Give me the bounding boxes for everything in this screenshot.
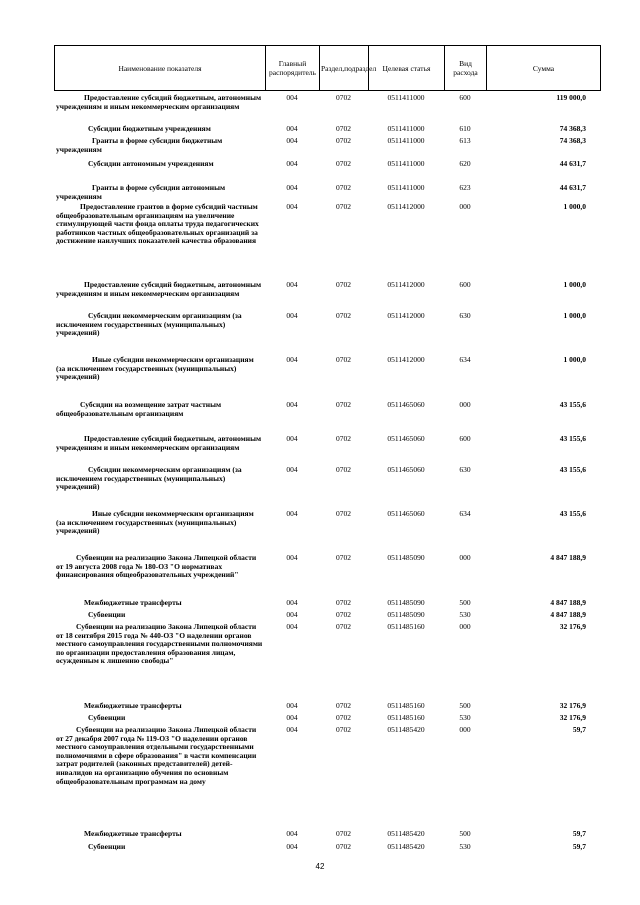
row-type: 530 <box>459 610 471 619</box>
row-type: 630 <box>459 311 471 320</box>
row-section: 0702 <box>336 434 351 443</box>
row-sum: 59,7 <box>572 725 586 734</box>
row-name: Межбюджетные трансферты <box>84 701 182 710</box>
row-type: 530 <box>459 842 471 851</box>
row-section: 0702 <box>336 725 351 734</box>
row-article: 0511465060 <box>387 465 425 474</box>
row-name: Субсидии на возмещение затрат частным общеобразовательным организациям <box>56 400 222 418</box>
row-section: 0702 <box>336 183 351 192</box>
row-article: 0511485160 <box>387 701 425 710</box>
row-sum: 59,7 <box>572 842 586 851</box>
row-article: 0511485090 <box>387 610 425 619</box>
row-name: Иные субсидии некоммерческим организациям (за исключением государственных (муниципальных) учреждений) <box>56 509 254 536</box>
row-name: Предоставление субсидий бюджетным, автономным учреждениям и иным некоммерческим организациям <box>56 280 262 298</box>
row-name: Субсидии автономным учреждениям <box>88 159 214 168</box>
row-admin: 004 <box>286 434 298 443</box>
row-name: Гранты в форме субсидии автономным учреждениям <box>56 183 226 201</box>
row-name: Субсидии бюджетным учреждениям <box>88 124 211 133</box>
row-admin: 004 <box>286 610 298 619</box>
row-section: 0702 <box>336 842 351 851</box>
row-section: 0702 <box>336 311 351 320</box>
header-article: Целевая статья <box>369 46 445 91</box>
row-article: 0511412000 <box>387 355 425 364</box>
row-admin: 004 <box>286 93 298 102</box>
row-sum: 1 000,0 <box>563 311 586 320</box>
row-admin: 004 <box>286 159 298 168</box>
row-sum: 74 368,3 <box>559 136 586 145</box>
row-admin: 004 <box>286 842 298 851</box>
row-type: 623 <box>459 183 471 192</box>
row-section: 0702 <box>336 553 351 562</box>
row-article: 0511485420 <box>387 725 425 734</box>
row-section: 0702 <box>336 465 351 474</box>
header-type: Вид расхода <box>445 46 487 91</box>
row-section: 0702 <box>336 598 351 607</box>
row-name: Субвенции на реализацию Закона Липецкой области от 18 сентября 2015 года № 440-ОЗ "О наделении органов местного самоуправления государственными полномочиями по организации предоставления образования лицам, осужденным к лишению свободы" <box>56 622 263 666</box>
row-admin: 004 <box>286 598 298 607</box>
row-name: Межбюджетные трансферты <box>84 598 182 607</box>
row-admin: 004 <box>286 465 298 474</box>
row-sum: 1 000,0 <box>563 280 586 289</box>
row-article: 0511411000 <box>387 159 425 168</box>
row-admin: 004 <box>286 553 298 562</box>
row-name: Предоставление субсидий бюджетным, автономным учреждениям и иным некоммерческим организациям <box>56 93 262 111</box>
row-sum: 32 176,9 <box>559 701 586 710</box>
row-article: 0511465060 <box>387 434 425 443</box>
row-sum: 1 000,0 <box>563 355 586 364</box>
row-article: 0511485160 <box>387 713 425 722</box>
row-type: 620 <box>459 159 471 168</box>
row-article: 0511411000 <box>387 93 425 102</box>
row-name: Субвенции на реализацию Закона Липецкой области от 27 декабря 2007 года № 119-ОЗ "О наделении органов местного самоуправления отдельными государственными полномочиями в сфере образования" в части компенсации затрат родителей (законных представителей) детей-инвалидов на организацию обучения по основным общеобразовательным программам на дому <box>56 725 257 786</box>
row-type: 000 <box>459 553 471 562</box>
row-section: 0702 <box>336 136 351 145</box>
row-type: 610 <box>459 124 471 133</box>
row-article: 0511412000 <box>387 311 425 320</box>
row-section: 0702 <box>336 610 351 619</box>
row-article: 0511411000 <box>387 124 425 133</box>
row-admin: 004 <box>286 202 298 211</box>
row-sum: 44 631,7 <box>559 183 586 192</box>
row-sum: 74 368,3 <box>559 124 586 133</box>
row-article: 0511465060 <box>387 400 425 409</box>
row-admin: 004 <box>286 124 298 133</box>
row-admin: 004 <box>286 713 298 722</box>
row-sum: 32 176,9 <box>559 713 586 722</box>
row-admin: 004 <box>286 701 298 710</box>
header-name: Наименование показателя <box>55 46 266 91</box>
row-sum: 43 155,6 <box>559 400 586 409</box>
row-type: 000 <box>459 400 471 409</box>
row-type: 000 <box>459 202 471 211</box>
row-admin: 004 <box>286 280 298 289</box>
row-article: 0511485420 <box>387 842 425 851</box>
row-section: 0702 <box>336 829 351 838</box>
row-sum: 32 176,9 <box>559 622 586 631</box>
row-type: 634 <box>459 509 471 518</box>
row-admin: 004 <box>286 183 298 192</box>
header-section: Раздел,подраздел <box>320 46 369 91</box>
row-type: 000 <box>459 725 471 734</box>
row-type: 500 <box>459 829 471 838</box>
row-section: 0702 <box>336 701 351 710</box>
row-section: 0702 <box>336 713 351 722</box>
row-article: 0511412000 <box>387 202 425 211</box>
row-article: 0511412000 <box>387 280 425 289</box>
row-section: 0702 <box>336 93 351 102</box>
row-admin: 004 <box>286 725 298 734</box>
row-section: 0702 <box>336 509 351 518</box>
row-type: 600 <box>459 280 471 289</box>
row-type: 600 <box>459 93 471 102</box>
row-article: 0511485090 <box>387 553 425 562</box>
row-type: 600 <box>459 434 471 443</box>
row-admin: 004 <box>286 136 298 145</box>
row-article: 0511485160 <box>387 622 425 631</box>
row-admin: 004 <box>286 355 298 364</box>
row-section: 0702 <box>336 622 351 631</box>
row-section: 0702 <box>336 280 351 289</box>
row-sum: 43 155,6 <box>559 434 586 443</box>
row-type: 634 <box>459 355 471 364</box>
row-name: Предоставление субсидий бюджетным, автономным учреждениям и иным некоммерческим организациям <box>56 434 262 452</box>
row-article: 0511465060 <box>387 509 425 518</box>
row-sum: 4 847 188,9 <box>550 553 586 562</box>
row-admin: 004 <box>286 311 298 320</box>
row-name: Гранты в форме субсидии бюджетным учреждениям <box>56 136 223 154</box>
row-type: 500 <box>459 701 471 710</box>
row-sum: 1 000,0 <box>563 202 586 211</box>
row-admin: 004 <box>286 400 298 409</box>
header-admin: Главный распорядитель <box>266 46 320 91</box>
row-name: Субвенции на реализацию Закона Липецкой области от 19 августа 2008 года № 180-ОЗ "О нормативах финансирования общеобразовательных учреждений" <box>56 553 257 580</box>
row-article: 0511411000 <box>387 183 425 192</box>
row-type: 000 <box>459 622 471 631</box>
row-name: Субсидии некоммерческим организациям (за исключением государственных (муниципальных) учреждений) <box>56 465 242 492</box>
table-header <box>54 45 601 91</box>
row-admin: 004 <box>286 509 298 518</box>
row-admin: 004 <box>286 829 298 838</box>
row-type: 530 <box>459 713 471 722</box>
row-name: Субвенции <box>88 713 126 722</box>
page-number: 42 <box>315 862 325 871</box>
row-type: 630 <box>459 465 471 474</box>
row-article: 0511485090 <box>387 598 425 607</box>
row-section: 0702 <box>336 202 351 211</box>
row-sum: 44 631,7 <box>559 159 586 168</box>
row-sum: 119 000,0 <box>556 93 586 102</box>
row-name: Субсидии некоммерческим организациям (за исключением государственных (муниципальных) учреждений) <box>56 311 242 338</box>
row-type: 500 <box>459 598 471 607</box>
row-section: 0702 <box>336 355 351 364</box>
row-name: Субвенции <box>88 610 126 619</box>
row-name: Иные субсидии некоммерческим организациям (за исключением государственных (муниципальных) учреждений) <box>56 355 254 382</box>
row-name: Субвенции <box>88 842 126 851</box>
row-sum: 4 847 188,9 <box>550 610 586 619</box>
row-sum: 4 847 188,9 <box>550 598 586 607</box>
row-section: 0702 <box>336 400 351 409</box>
row-article: 0511411000 <box>387 136 425 145</box>
row-section: 0702 <box>336 159 351 168</box>
row-admin: 004 <box>286 622 298 631</box>
header-sum: Сумма <box>487 46 601 91</box>
row-sum: 43 155,6 <box>559 509 586 518</box>
row-name: Межбюджетные трансферты <box>84 829 182 838</box>
row-sum: 43 155,6 <box>559 465 586 474</box>
row-type: 613 <box>459 136 471 145</box>
row-sum: 59,7 <box>572 829 586 838</box>
row-article: 0511485420 <box>387 829 425 838</box>
row-section: 0702 <box>336 124 351 133</box>
row-name: Предоставление грантов в форме субсидий частным общеобразовательным организациям на увеличение стимулирующей части фонда оплаты труда педагогических работников частных общеобразовательных организаций за достижение наилучших показателей качества образования <box>56 202 259 246</box>
